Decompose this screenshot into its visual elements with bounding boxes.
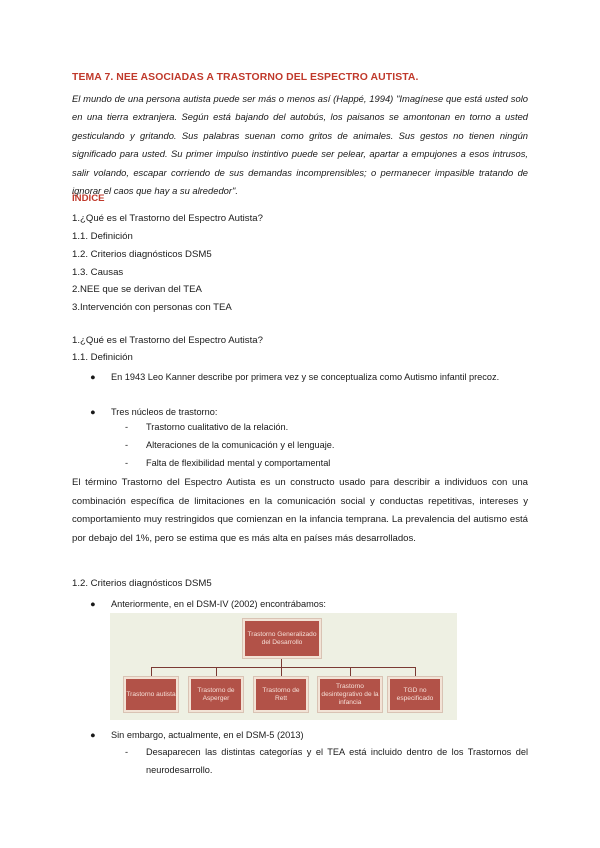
diagram-node: Trastorno autista — [124, 677, 178, 712]
section-heading: 1.¿Qué es el Trastorno del Espectro Autista? — [72, 335, 263, 346]
dash-icon: - — [125, 747, 129, 757]
index-item: 1.3. Causas — [72, 267, 124, 278]
connector-line — [151, 667, 152, 677]
index-item: 3.Intervención con personas con TEA — [72, 302, 232, 313]
bullet-icon: ● — [90, 599, 96, 609]
diagram-node: Trastorno de Rett — [254, 677, 308, 712]
connector-line — [350, 667, 351, 677]
intro-quote: El mundo de una persona autista puede ser más o menos así (Happé, 1994) "Imagínese que está usted solo en una tierra extranjera. Según está bajando del autobús, los paisanos se amontonan en torno a usted gesticulando y gritando. Sus palabras suenan como gritos de animales. Sus gestos no tienen ningún significado para usted. Su primer impulso instintivo puede ser pelear, apartar a empujones a esos intrusos, salir volando, escapar corriendo de sus demandas incomprensibles; o permanecer impasible tratando de ignorar el caos que hay a su alrededor". — [72, 93, 528, 197]
dash-item: - Falta de flexibilidad mental y comportamental — [125, 458, 331, 468]
diagram-node: Trastorno desintegrativo de la infancia — [318, 677, 382, 712]
diagram-root-node: Trastorno Generalizado del Desarrollo — [243, 619, 321, 658]
index-item: 1.¿Qué es el Trastorno del Espectro Autista? — [72, 213, 263, 224]
connector-line — [415, 667, 416, 677]
index-item: 2.NEE que se derivan del TEA — [72, 284, 202, 295]
connector-line — [151, 667, 415, 668]
bullet-icon: ● — [90, 372, 96, 382]
dash-icon: - — [125, 422, 129, 432]
subsection-heading: 1.2. Criterios diagnósticos DSM5 — [72, 578, 212, 589]
connector-line — [281, 667, 282, 677]
definition-paragraph: El término Trastorno del Espectro Autista es un constructo usado para describir a individuos con una combinación específica de limitaciones en la comunicación social y conductas repetitivas, intereses y comportamiento muy restringidos que comienzan en la infancia temprana. La prevalencia del autismo está por debajo del 1%, pero se estima que es más alta en países más desarrollados. — [72, 477, 528, 544]
bullet-item: ● Anteriormente, en el DSM-IV (2002) encontrábamos: — [90, 595, 528, 613]
subsection-heading: 1.1. Definición — [72, 352, 133, 363]
index-heading: ÍNDICE — [72, 193, 105, 204]
dash-icon: - — [125, 440, 129, 450]
page-title: TEMA 7. NEE ASOCIADAS A TRASTORNO DEL ESPECTRO AUTISTA. — [72, 72, 419, 83]
diagram-node: TGD no especificado — [388, 677, 442, 712]
bullet-item: ● Tres núcleos de trastorno: — [90, 403, 528, 421]
dash-item: - Desaparecen las distintas categorías y el TEA está incluido dentro de los Trastornos del neurodesarrollo. — [125, 743, 528, 779]
index-item: 1.2. Criterios diagnósticos DSM5 — [72, 249, 212, 260]
bullet-icon: ● — [90, 730, 96, 740]
diagram-node: Trastorno de Asperger — [189, 677, 243, 712]
dsm-iv-diagram — [110, 613, 457, 720]
dash-item: - Alteraciones de la comunicación y el lenguaje. — [125, 440, 335, 450]
bullet-icon: ● — [90, 407, 96, 417]
bullet-item: ● En 1943 Leo Kanner describe por primera vez y se conceptualiza como Autismo infantil precoz. — [90, 368, 528, 386]
dash-icon: - — [125, 458, 129, 468]
index-item: 1.1. Definición — [72, 231, 133, 242]
bullet-item: ● Sin embargo, actualmente, en el DSM-5 (2013) — [90, 726, 528, 744]
connector-line — [216, 667, 217, 677]
connector-line — [281, 658, 282, 667]
dash-item: - Trastorno cualitativo de la relación. — [125, 422, 289, 432]
